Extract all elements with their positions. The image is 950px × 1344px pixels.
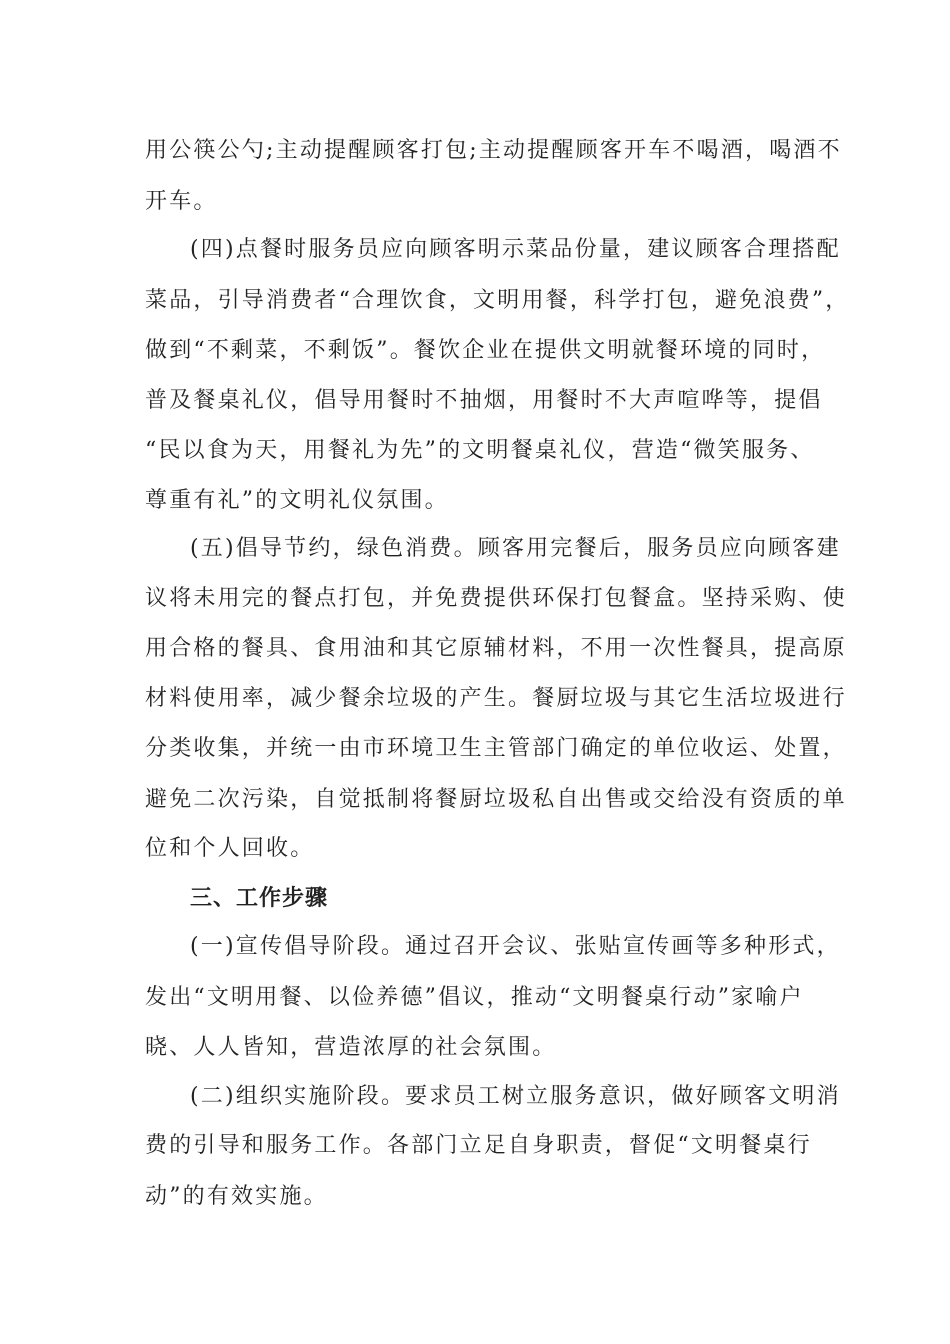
- section-heading: 三、工作步骤: [190, 886, 329, 911]
- paragraph-line: “民以食为天，用餐礼为先”的文明餐桌礼仪，营造“微笑服务、: [145, 438, 815, 463]
- paragraph-line: 位和个人回收。: [145, 836, 315, 861]
- paragraph-line: (一)宣传倡导阶段。通过召开会议、张贴宣传画等多种形式，: [190, 934, 841, 959]
- paragraph-line: 动”的有效实施。: [145, 1184, 328, 1209]
- paragraph-line: 避免二次污染，自觉抵制将餐厨垃圾私自出售或交给没有资质的单: [145, 787, 847, 812]
- paragraph-line: 晓、人人皆知，营造浓厚的社会氛围。: [145, 1035, 557, 1060]
- paragraph-line: 用合格的餐具、食用油和其它原辅材料，不用一次性餐具，提高原: [145, 636, 847, 661]
- paragraph-line: 费的引导和服务工作。各部门立足自身职责，督促“文明餐桌行: [145, 1133, 812, 1158]
- paragraph-line: (二)组织实施阶段。要求员工树立服务意识，做好顾客文明消: [190, 1084, 841, 1109]
- paragraph-line: 开车。: [145, 189, 218, 214]
- paragraph-line: 议将未用完的餐点打包，并免费提供环保打包餐盒。坚持采购、使: [145, 586, 847, 611]
- paragraph-line: 菜品，引导消费者“合理饮食，文明用餐，科学打包，避免浪费”，: [145, 288, 850, 313]
- paragraph-line: 发出“文明用餐、以俭养德”倡议，推动“文明餐桌行动”家喻户: [145, 985, 804, 1010]
- paragraph-line: 普及餐桌礼仪，倡导用餐时不抽烟，用餐时不大声喧哗等，提倡: [145, 388, 823, 413]
- paragraph-line: 尊重有礼”的文明礼仪氛围。: [145, 488, 449, 513]
- paragraph-line: 做到“不剩菜，不剩饭”。餐饮企业在提供文明就餐环境的同时，: [145, 338, 826, 363]
- paragraph-line: (四)点餐时服务员应向顾客明示菜品份量，建议顾客合理搭配: [190, 237, 841, 262]
- paragraph-line: 用公筷公勺;主动提醒顾客打包;主动提醒顾客开车不喝酒，喝酒不: [145, 138, 842, 163]
- paragraph-line: 材料使用率，减少餐余垃圾的产生。餐厨垃圾与其它生活垃圾进行: [145, 686, 847, 711]
- paragraph-line: 分类收集，并统一由市环境卫生主管部门确定的单位收运、处置，: [145, 736, 847, 761]
- paragraph-line: (五)倡导节约，绿色消费。顾客用完餐后，服务员应向顾客建: [190, 536, 841, 561]
